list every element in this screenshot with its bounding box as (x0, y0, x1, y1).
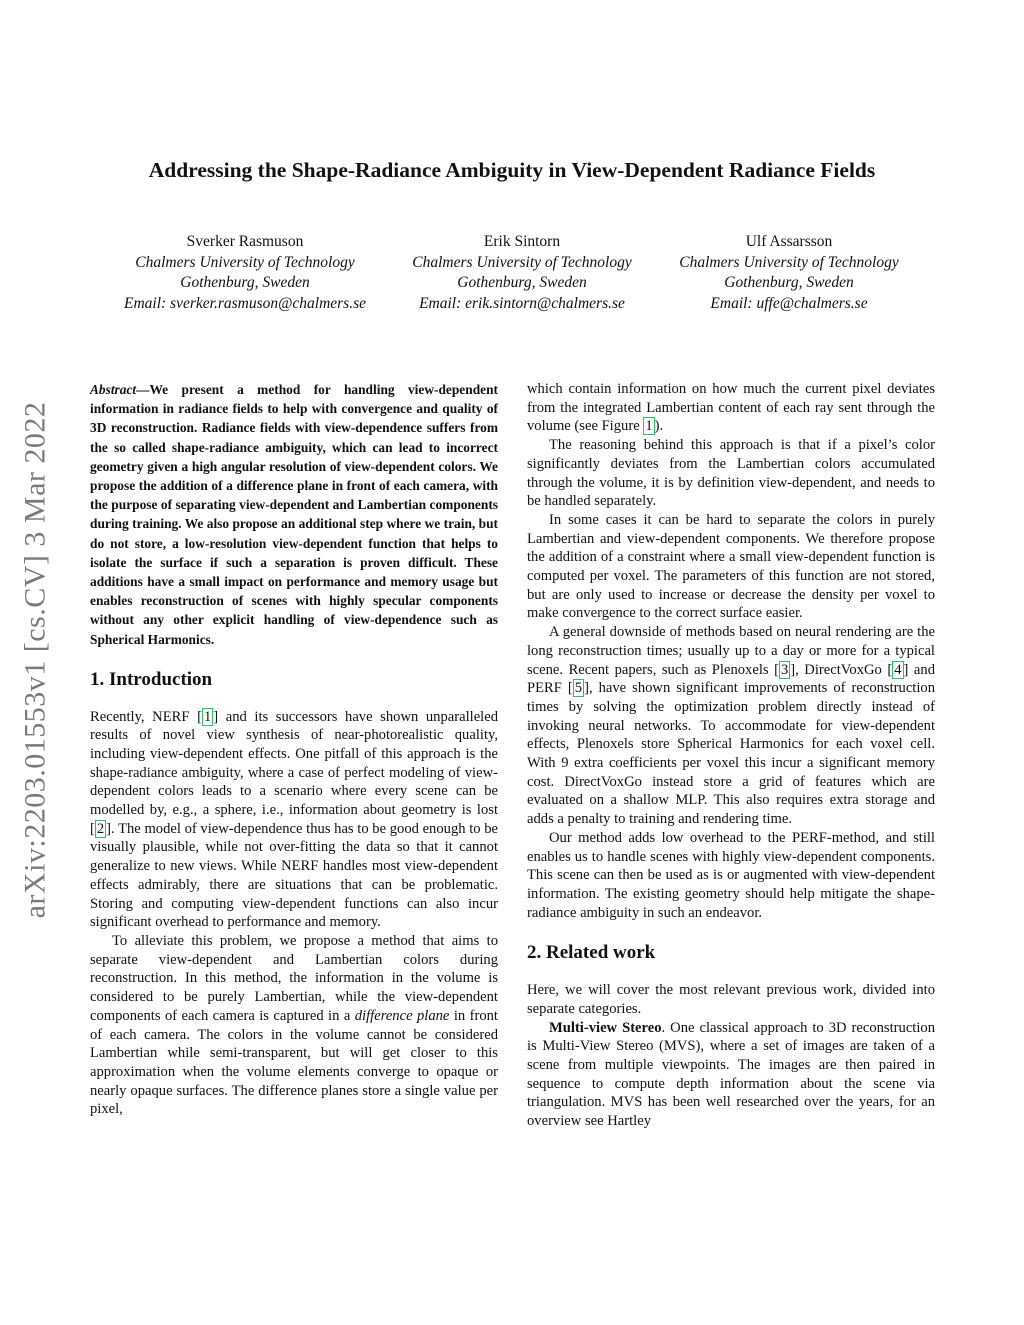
citation-link[interactable]: 2 (96, 820, 105, 837)
paper-title: Addressing the Shape-Radiance Ambiguity in View-Dependent Radiance Fields (148, 158, 876, 182)
related-paragraph-2: Multi-view Stereo. One classical approach to 3D reconstruction is Multi-View Stereo (MVS), where a set of images are taken of a scene from multiple viewpoints. The images are then paired in sequence to compute depth information about the scene via triangulation. MVS has been well researched over the years, for an overview see Hartley (527, 1019, 935, 1130)
citation-link[interactable]: 4 (894, 661, 902, 678)
intro-paragraph-3: which contain information on how much the current pixel deviates from the integrated Lambertian content of each ray sent through the volume (see Figure 1 ). (527, 381, 935, 435)
section-heading-related-work: 2. Related work (527, 942, 656, 964)
author-name: Sverker Rasmuson (186, 233, 304, 250)
abstract-text: —We present a method for handling view-dependent information in radiance fields to help with convergence and quality of 3D reconstruction. Radiance fields with view-dependence suffers from the so called shape-radiance ambiguity, which can lead to incorrect geometry given a high angular resolution of view-dependent colors. We propose the addition of a difference plane in front of each camera, with the purpose of separating view-dependent and Lambertian components during training. We also propose an additional step where we train, but do not store, a low-resolution view-dependent function that helps to isolate the surface if such a separation is proven difficult. These additions have a small impact on performance and memory usage but enables reconstruction of scenes with highly specular components without any other explicit handling of view-dependence such as Spherical Harmonics. (90, 382, 498, 647)
author-location: Gothenburg, Sweden (180, 274, 310, 291)
arxiv-id: arXiv:2203.01553v1 [cs.CV] 3 Mar 2022 (18, 401, 51, 919)
author-affiliation: Chalmers University of Technology (135, 253, 355, 271)
author-2 (377, 232, 667, 314)
intro-paragraph-4: The reasoning behind this approach is that if a pixel’s color significantly deviates from the Lambertian colors accumulated through the volume, it is by definition view-dependent, and needs to be handled separately. (527, 437, 935, 510)
author-3 (644, 232, 934, 314)
author-name: Ulf Assarsson (745, 233, 833, 250)
abstract-label: Abstract (90, 382, 137, 397)
abstract (90, 380, 498, 649)
author-location: Gothenburg, Sweden (457, 274, 587, 291)
citation-link[interactable]: 3 (780, 661, 789, 678)
author-affiliation: Chalmers University of Technology (679, 253, 899, 271)
author-name: Erik Sintorn (483, 233, 561, 250)
arxiv-stamp (10, 360, 60, 960)
citation-link[interactable]: 1 (203, 708, 212, 725)
intro-paragraph-5: In some cases it can be hard to separate the colors in purely Lambertian and view-dependent components. We therefore propose the addition of a constraint where a small view-dependent function is computed per voxel. The parameters of this function are not stored, but are only used to increase or decrease the density per voxel to make convergence to the correct surface easier. (527, 511, 935, 622)
related-paragraph-1: Here, we will cover the most relevant previous work, divided into separate categories. (527, 982, 935, 1017)
intro-paragraph-6: A general downside of methods based on neural rendering are the long reconstruction times; usually up to a day or more for a typical scene. Recent papers, such as Plenoxels [ 3 ], DirectVoxGo [ 4 ] and PERF [ 5 ], have shown significant improvements of reconstruction times by solving the optimization problem directly instead of invoking neural networks. To accommodate for view-dependent effects, Plenoxels store Spherical Harmonics for each voxel cell. With 9 extra coefficients per voxel this incur a significant memory cost. DirectVoxGo instead store a grid of features which are evaluated on a shallow MLP. This also requires extra storage and adds a penalty to training and rendering time. (527, 624, 935, 828)
right-column (527, 380, 935, 1131)
author-1 (100, 232, 390, 314)
author-email[interactable]: Email: erik.sintorn@chalmers.se (419, 294, 625, 312)
author-location: Gothenburg, Sweden (724, 274, 854, 291)
intro-paragraph-2: To alleviate this problem, we propose a method that aims to separate view-dependent and Lambertian colors during reconstruction. In this method, the information in the volume is considered to be purely Lambertian, while the view-dependent components of each camera is captured in a difference plane in front of each camera. The colors in the volume cannot be considered Lambertian while semi-transparent, but will get closer to this approximation when the volume elements converge to opaque or nearly opaque surfaces. The difference planes store a single value per pixel, (90, 932, 498, 1118)
author-email[interactable]: Email: uffe@chalmers.se (710, 294, 868, 312)
paragraph-heading: Multi-view Stereo (549, 1019, 662, 1036)
intro-paragraph-7: Our method adds low overhead to the PERF-method, and still enables us to handle scenes with highly view-dependent components. This scene can then be used as is or augmented with view-dependent information. The existing geometry should help mitigate the shape-radiance ambiguity in such an endeavor. (527, 829, 935, 921)
intro-paragraph-1: Recently, NERF [ 1 ] and its successors have shown unparalleled results of novel view synthesis of near-photorealistic quality, including view-dependent effects. One pitfall of this approach is the shape-radiance ambiguity, where a case of perfect modeling of view-dependent colors leads to a scenario where every scene can be modelled by, e.g., a sphere, i.e., information about geometry is lost [ 2 ]. The model of view-dependence thus has to be good enough to be visually plausible, while not over-fitting the data so that it cannot generalize to new views. While NERF handles most view-dependent effects admirably, there are situations that can be problematic. Storing and computing view-dependent functions can also incur significant overhead to performance and memory. (90, 708, 499, 931)
author-email[interactable]: Email: sverker.rasmuson@chalmers.se (124, 294, 366, 312)
left-column (90, 380, 498, 1119)
figure-link[interactable]: 1 (645, 418, 653, 435)
citation-link[interactable]: 5 (574, 680, 583, 697)
author-affiliation: Chalmers University of Technology (412, 253, 632, 271)
section-heading-introduction: 1. Introduction (90, 668, 213, 690)
